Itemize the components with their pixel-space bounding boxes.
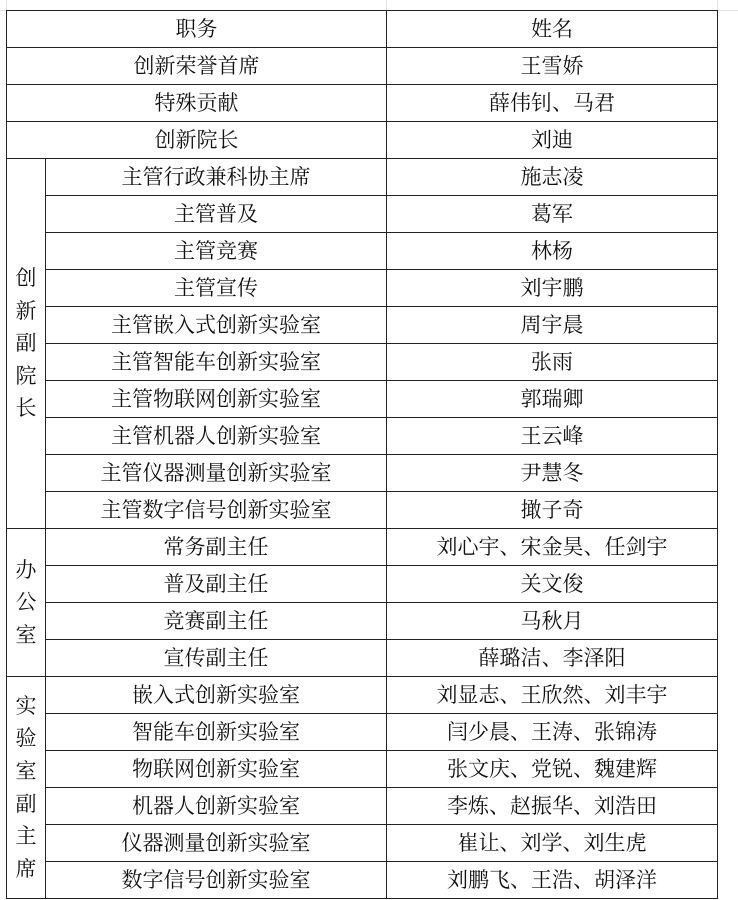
name-cell[interactable]: 李炼、赵振华、刘浩田	[387, 788, 718, 825]
name-cell[interactable]: 刘鹏飞、王浩、胡泽洋	[387, 862, 718, 899]
role-cell[interactable]: 普及副主任	[46, 566, 387, 603]
table-row	[7, 233, 718, 270]
group-label-char: 室	[15, 758, 37, 783]
role-cell[interactable]: 创新荣誉首席	[7, 48, 387, 85]
name-cell[interactable]: 葛军	[387, 196, 718, 233]
role-cell[interactable]: 主管行政兼科协主席	[46, 159, 387, 196]
table-row	[7, 640, 718, 677]
group-label-char: 室	[15, 622, 37, 647]
table-row	[7, 122, 718, 159]
role-cell[interactable]: 特殊贡献	[7, 85, 387, 122]
table-row	[7, 751, 718, 788]
group-label-char: 主	[15, 824, 37, 849]
role-cell[interactable]: 主管普及	[46, 196, 387, 233]
table-row	[7, 492, 718, 529]
name-cell[interactable]: 郭瑞卿	[387, 381, 718, 418]
table-row	[7, 270, 718, 307]
table-row	[7, 529, 718, 566]
name-cell[interactable]: 马秋月	[387, 603, 718, 640]
role-cell[interactable]: 机器人创新实验室	[46, 788, 387, 825]
role-cell[interactable]: 智能车创新实验室	[46, 714, 387, 751]
name-cell[interactable]: 施志凌	[387, 159, 718, 196]
role-cell[interactable]: 竞赛副主任	[46, 603, 387, 640]
role-cell[interactable]: 宣传副主任	[46, 640, 387, 677]
role-cell[interactable]: 主管物联网创新实验室	[46, 381, 387, 418]
role-cell[interactable]: 数字信号创新实验室	[46, 862, 387, 899]
name-cell[interactable]: 闫少晨、王涛、张锦涛	[387, 714, 718, 751]
header-role-cell[interactable]: 职务	[7, 11, 387, 48]
table-row	[7, 603, 718, 640]
table-row	[7, 714, 718, 751]
roster-table-body	[7, 11, 718, 899]
name-cell[interactable]: 王云峰	[387, 418, 718, 455]
header-name-cell[interactable]: 姓名	[387, 11, 718, 48]
table-row	[7, 196, 718, 233]
role-cell[interactable]: 主管竞赛	[46, 233, 387, 270]
name-cell[interactable]: 张雨	[387, 344, 718, 381]
gridline	[386, 0, 387, 10]
table-row	[7, 566, 718, 603]
name-cell[interactable]: 撖子奇	[387, 492, 718, 529]
role-cell[interactable]: 嵌入式创新实验室	[46, 677, 387, 714]
table-row	[7, 825, 718, 862]
role-cell[interactable]: 主管仪器测量创新实验室	[46, 455, 387, 492]
role-cell[interactable]: 主管智能车创新实验室	[46, 344, 387, 381]
role-cell[interactable]: 物联网创新实验室	[46, 751, 387, 788]
name-cell[interactable]: 王雪娇	[387, 48, 718, 85]
group-label-cell[interactable]	[7, 159, 46, 529]
table-row	[7, 48, 718, 85]
name-cell[interactable]: 薛伟钊、马君	[387, 85, 718, 122]
table-row	[7, 85, 718, 122]
header-row	[7, 11, 718, 48]
gridline	[717, 0, 718, 10]
name-cell[interactable]: 刘显志、王欣然、刘丰宇	[387, 677, 718, 714]
role-cell[interactable]: 创新院长	[7, 122, 387, 159]
name-cell[interactable]: 刘宇鹏	[387, 270, 718, 307]
name-cell[interactable]: 崔让、刘学、刘生虎	[387, 825, 718, 862]
role-cell[interactable]: 主管数字信号创新实验室	[46, 492, 387, 529]
table-row	[7, 381, 718, 418]
name-cell[interactable]: 张文庆、党锐、魏建辉	[387, 751, 718, 788]
group-label-char: 实	[15, 693, 37, 718]
group-label-char: 验	[15, 726, 37, 751]
role-cell[interactable]: 仪器测量创新实验室	[46, 825, 387, 862]
name-cell[interactable]: 关文俊	[387, 566, 718, 603]
role-cell[interactable]: 常务副主任	[46, 529, 387, 566]
table-row	[7, 862, 718, 899]
role-cell[interactable]: 主管机器人创新实验室	[46, 418, 387, 455]
group-label-char: 创	[15, 266, 37, 291]
name-cell[interactable]: 周宇晨	[387, 307, 718, 344]
table-row	[7, 159, 718, 196]
name-cell[interactable]: 林杨	[387, 233, 718, 270]
group-label-char: 长	[15, 396, 37, 421]
name-cell[interactable]: 薛璐洁、李泽阳	[387, 640, 718, 677]
group-label-char: 副	[15, 331, 37, 356]
group-label-char: 公	[15, 590, 37, 615]
group-label-char: 新	[15, 298, 37, 323]
name-cell[interactable]: 刘心宇、宋金昊、任剑宇	[387, 529, 718, 566]
table-row	[7, 455, 718, 492]
group-label-char: 办	[15, 557, 37, 582]
role-cell[interactable]: 主管嵌入式创新实验室	[46, 307, 387, 344]
table-row	[7, 677, 718, 714]
name-cell[interactable]: 刘迪	[387, 122, 718, 159]
table-row	[7, 344, 718, 381]
group-label-char: 副	[15, 791, 37, 816]
role-cell[interactable]: 主管宣传	[46, 270, 387, 307]
table-row	[7, 788, 718, 825]
group-label-cell[interactable]	[7, 529, 46, 677]
group-label-char: 院	[15, 363, 37, 388]
table-row	[7, 418, 718, 455]
name-cell[interactable]: 尹慧冬	[387, 455, 718, 492]
group-label-char: 席	[15, 856, 37, 881]
gridline	[6, 0, 7, 10]
table-row	[7, 307, 718, 344]
roster-table	[6, 10, 718, 899]
group-label-cell[interactable]	[7, 677, 46, 899]
